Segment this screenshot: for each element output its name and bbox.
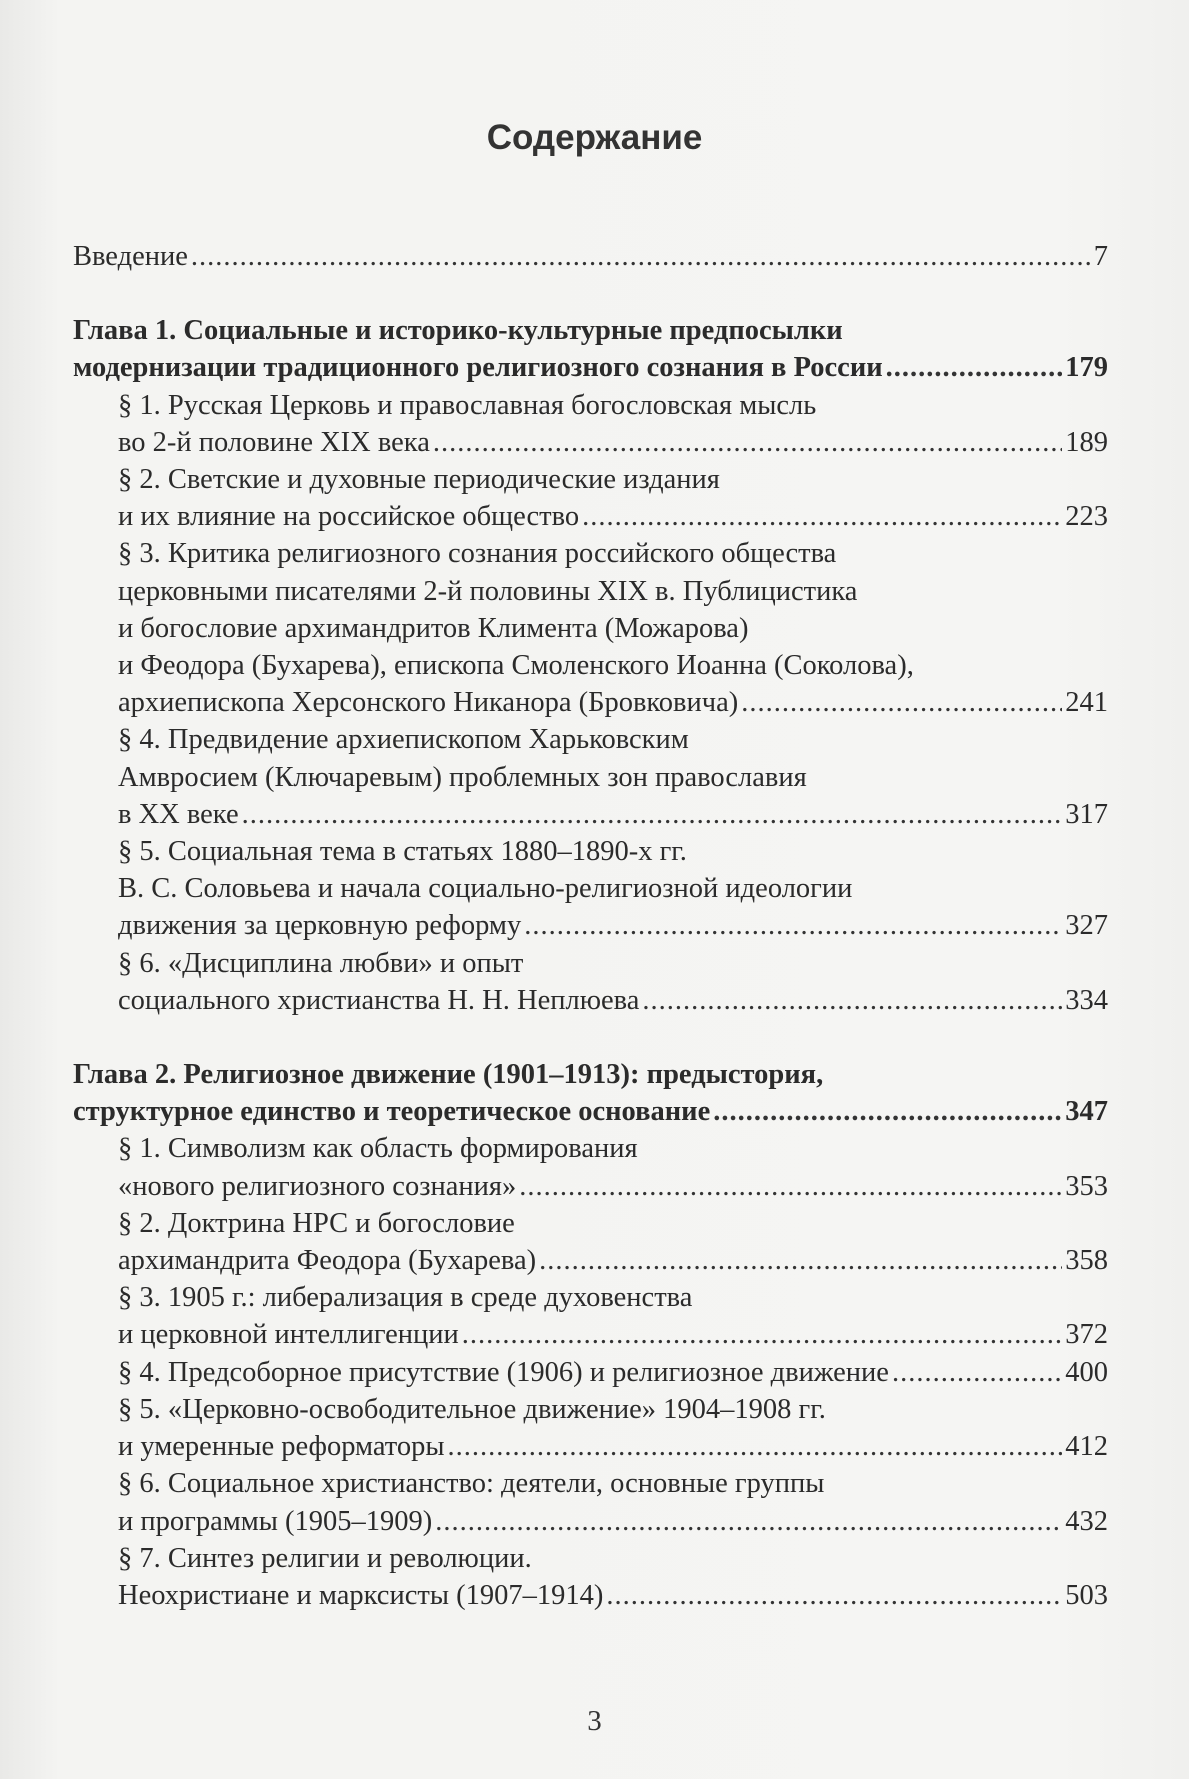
entry-page-number: 189 (1065, 426, 1108, 458)
entry-last-line (118, 424, 1108, 461)
toc-entry-section[interactable] (73, 1540, 1108, 1614)
toc-entry-chapter[interactable] (73, 312, 1108, 386)
entry-last-line (118, 498, 1108, 535)
toc-entry-section[interactable] (73, 1205, 1108, 1279)
entry-title-line: и церковной интеллигенции (118, 1319, 459, 1351)
table-of-contents (73, 238, 1108, 1614)
dot-leader (519, 1168, 1062, 1205)
entry-last-line (118, 684, 1108, 721)
entry-page-number: 503 (1065, 1579, 1108, 1611)
toc-entry-section[interactable] (73, 535, 1108, 721)
toc-entry-section[interactable] (73, 461, 1108, 535)
entry-title-line: § 5. «Церковно-освободительное движение» 1904–1908 гг. (118, 1393, 826, 1425)
entry-title-line: Введение (73, 241, 188, 272)
entry-title-line: и программы (1905–1909) (118, 1505, 433, 1537)
entry-title-line: § 6. Социальное христианство: деятели, основные группы (118, 1468, 825, 1500)
entry-last-line (73, 349, 1108, 386)
toc-entry-section[interactable] (73, 1465, 1108, 1539)
entry-page-number: 372 (1065, 1319, 1108, 1351)
toc-entry-section[interactable] (73, 387, 1108, 461)
dot-leader (886, 349, 1063, 386)
entry-title-line: структурное единство и теоретическое основание (73, 1096, 711, 1128)
entry-title-line: Неохристиане и марксисты (1907–1914) (118, 1579, 604, 1611)
page-title: Содержание (486, 118, 703, 157)
entry-title-line: § 4. Предсоборное присутствие (1906) и религиозное движение (118, 1356, 889, 1388)
dot-leader (539, 1242, 1062, 1279)
toc-entry-intro[interactable] (73, 238, 1108, 275)
entry-last-line (118, 907, 1108, 944)
dot-leader (191, 238, 1091, 275)
entry-title-line: и богословие архимандритов Климента (Можарова) (118, 612, 749, 644)
entry-last-line (118, 796, 1108, 833)
entry-last-line (118, 1168, 1108, 1205)
entry-title-line: и умеренные реформаторы (118, 1431, 445, 1463)
spacer (73, 1019, 1108, 1056)
entry-title-line: § 3. Критика религиозного сознания российского общества (118, 538, 837, 570)
entry-title-line: § 2. Доктрина НРС и богословие (118, 1207, 515, 1239)
page-number: 3 (587, 1705, 602, 1737)
entry-title-line: модернизации традиционного религиозного сознания в России (73, 352, 883, 384)
entry-page-number: 400 (1065, 1356, 1108, 1388)
entry-title-line: во 2-й половине XIX века (118, 426, 430, 458)
entry-last-line (118, 1503, 1108, 1540)
entry-title-line: § 4. Предвидение архиепископом Харьковским (118, 724, 689, 756)
entry-title-line: архимандрита Феодора (Бухарева) (118, 1245, 537, 1277)
entry-title-line: и Феодора (Бухарева), епископа Смоленского Иоанна (Соколова), (118, 650, 914, 682)
entry-title-line: § 1. Символизм как область формирования (118, 1133, 638, 1165)
entry-title-line: движения за церковную реформу (118, 910, 522, 942)
toc-entry-section[interactable] (73, 1279, 1108, 1353)
entry-last-line (118, 1242, 1108, 1279)
entry-last-line (118, 1428, 1108, 1465)
entry-last-line (118, 1577, 1108, 1614)
entry-page-number: 7 (1093, 241, 1108, 272)
entry-title-line: § 5. Социальная тема в статьях 1880–1890-х гг. (118, 836, 687, 868)
entry-title-line: § 3. 1905 г.: либерализация в среде духовенства (118, 1282, 693, 1314)
dot-leader (524, 907, 1062, 944)
toc-entry-section[interactable] (73, 945, 1108, 1019)
entry-page-number: 317 (1065, 798, 1108, 830)
toc-entry-chapter[interactable] (73, 1056, 1108, 1130)
entry-title-line: «нового религиозного сознания» (118, 1170, 517, 1202)
entry-title-line: § 6. «Дисциплина любви» и опыт (118, 947, 524, 979)
entry-title-line: § 2. Светские и духовные периодические издания (118, 464, 720, 496)
entry-title-line: социального христианства Н. Н. Неплюева (118, 984, 640, 1016)
entry-page-number: 358 (1065, 1245, 1108, 1277)
dot-leader (242, 796, 1063, 833)
dot-leader (892, 1354, 1062, 1391)
entry-page-number: 432 (1065, 1505, 1108, 1537)
entry-title-line: Глава 1. Социальные и историко-культурные предпосылки (73, 315, 843, 347)
toc-entry-section[interactable] (73, 833, 1108, 945)
entry-page-number: 179 (1065, 352, 1108, 384)
entry-title-line: архиепископа Херсонского Никанора (Бровковича) (118, 687, 739, 719)
entry-title-line: § 7. Синтез религии и революции. (118, 1542, 532, 1574)
entry-page-number: 412 (1065, 1431, 1108, 1463)
dot-leader (462, 1316, 1062, 1353)
entry-page-number: 334 (1065, 984, 1108, 1016)
entry-title-line: церковными писателями 2-й половины XIX в. Публицистика (118, 575, 858, 607)
dot-leader (642, 982, 1062, 1019)
entry-page-number: 241 (1065, 687, 1108, 719)
entry-last-line (118, 1354, 1108, 1391)
entry-page-number: 223 (1065, 501, 1108, 533)
entry-title-line: в XX веке (118, 798, 239, 830)
entry-last-line (73, 1093, 1108, 1130)
entry-last-line (118, 982, 1108, 1019)
dot-leader (713, 1093, 1062, 1130)
entry-page-number: 347 (1065, 1096, 1108, 1128)
spacer (73, 275, 1108, 312)
dot-leader (741, 684, 1062, 721)
dot-leader (435, 1503, 1062, 1540)
entry-title-line: Амвросием (Ключаревым) проблемных зон православия (118, 761, 807, 793)
toc-entry-section[interactable] (73, 721, 1108, 833)
toc-entry-section[interactable] (73, 1391, 1108, 1465)
entry-last-line (73, 238, 1108, 275)
dot-leader (606, 1577, 1062, 1614)
entry-title-line: и их влияние на российское общество (118, 501, 580, 533)
entry-page-number: 327 (1065, 910, 1108, 942)
entry-title-line: В. С. Соловьева и начала социально-религиозной идеологии (118, 873, 853, 905)
entry-title-line: Глава 2. Религиозное движение (1901–1913): предыстория, (73, 1059, 824, 1091)
entry-page-number: 353 (1065, 1170, 1108, 1202)
toc-entry-section[interactable] (73, 1130, 1108, 1204)
dot-leader (433, 424, 1062, 461)
entry-last-line (118, 1316, 1108, 1353)
entry-title-line: § 1. Русская Церковь и православная богословская мысль (118, 389, 817, 421)
toc-entry-section[interactable] (73, 1354, 1108, 1391)
dot-leader (448, 1428, 1063, 1465)
dot-leader (582, 498, 1062, 535)
